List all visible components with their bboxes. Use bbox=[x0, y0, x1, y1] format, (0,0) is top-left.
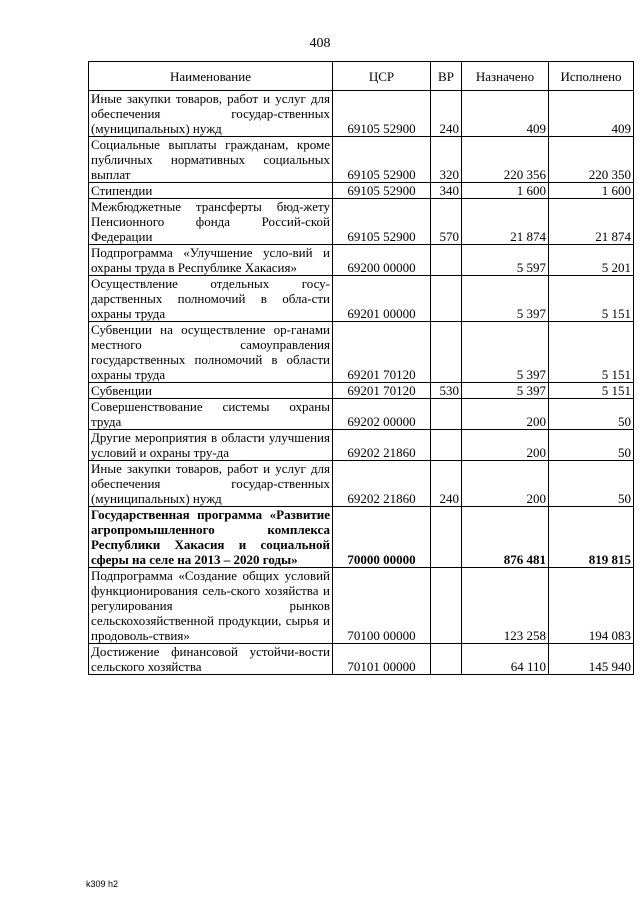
assigned-cell: 1 600 bbox=[462, 183, 549, 199]
vr-cell: 570 bbox=[431, 199, 462, 245]
assigned-cell: 5 597 bbox=[462, 245, 549, 276]
assigned-cell: 5 397 bbox=[462, 276, 549, 322]
name-cell: Достижение финансовой устойчи-вости сельского хозяйства bbox=[89, 644, 333, 675]
executed-cell: 5 151 bbox=[549, 276, 634, 322]
csr-cell: 69105 52900 bbox=[333, 199, 431, 245]
csr-cell: 69202 21860 bbox=[333, 461, 431, 507]
table-row bbox=[89, 399, 634, 430]
vr-cell bbox=[431, 245, 462, 276]
assigned-cell: 220 356 bbox=[462, 137, 549, 183]
executed-cell: 5 151 bbox=[549, 322, 634, 383]
vr-cell: 530 bbox=[431, 383, 462, 399]
executed-cell: 5 151 bbox=[549, 383, 634, 399]
name-cell: Другие мероприятия в области улучшения условий и охраны тру-да bbox=[89, 430, 333, 461]
vr-cell: 240 bbox=[431, 91, 462, 137]
vr-cell: 240 bbox=[431, 461, 462, 507]
assigned-cell: 876 481 bbox=[462, 507, 549, 568]
csr-cell: 69201 00000 bbox=[333, 276, 431, 322]
table-row bbox=[89, 461, 634, 507]
vr-cell bbox=[431, 322, 462, 383]
name-cell: Иные закупки товаров, работ и услуг для обеспечения государ-ственных (муниципальных) нужд bbox=[89, 91, 333, 137]
table-row bbox=[89, 137, 634, 183]
name-cell: Субвенции bbox=[89, 383, 333, 399]
table-header-row bbox=[89, 62, 634, 91]
vr-cell bbox=[431, 430, 462, 461]
assigned-cell: 5 397 bbox=[462, 383, 549, 399]
name-cell: Подпрограмма «Создание общих условий функционирования сель-ского хозяйства и регулирования рынков сельскохозяйственной продукции, сырья и продоволь-ствия» bbox=[89, 568, 333, 644]
budget-table bbox=[88, 61, 634, 675]
assigned-cell: 21 874 bbox=[462, 199, 549, 245]
executed-cell: 1 600 bbox=[549, 183, 634, 199]
name-cell: Государственная программа «Развитие агропромышленного комплекса Республики Хакасия и социальной сферы на селе на 2013 – 2020 годы» bbox=[89, 507, 333, 568]
csr-cell: 69201 70120 bbox=[333, 383, 431, 399]
executed-cell: 819 815 bbox=[549, 507, 634, 568]
executed-cell: 50 bbox=[549, 430, 634, 461]
header-vr: ВР bbox=[431, 62, 462, 91]
header-executed: Исполнено bbox=[549, 62, 634, 91]
vr-cell bbox=[431, 568, 462, 644]
csr-cell: 69105 52900 bbox=[333, 91, 431, 137]
table-row bbox=[89, 199, 634, 245]
header-name: Наименование bbox=[89, 62, 333, 91]
table-body bbox=[89, 91, 634, 675]
csr-cell: 70101 00000 bbox=[333, 644, 431, 675]
table-row bbox=[89, 245, 634, 276]
name-cell: Совершенствование системы охраны труда bbox=[89, 399, 333, 430]
executed-cell: 50 bbox=[549, 399, 634, 430]
assigned-cell: 200 bbox=[462, 461, 549, 507]
table-row bbox=[89, 91, 634, 137]
table-row bbox=[89, 430, 634, 461]
name-cell: Подпрограмма «Улучшение усло-вий и охраны труда в Республике Хакасия» bbox=[89, 245, 333, 276]
table-row bbox=[89, 183, 634, 199]
csr-cell: 69105 52900 bbox=[333, 137, 431, 183]
csr-cell: 69202 00000 bbox=[333, 399, 431, 430]
table-row bbox=[89, 322, 634, 383]
assigned-cell: 409 bbox=[462, 91, 549, 137]
table-row bbox=[89, 644, 634, 675]
csr-cell: 69105 52900 bbox=[333, 183, 431, 199]
executed-cell: 21 874 bbox=[549, 199, 634, 245]
name-cell: Осуществление отдельных госу-дарственных полномочий в обла-сти охраны труда bbox=[89, 276, 333, 322]
table-row bbox=[89, 568, 634, 644]
name-cell: Стипендии bbox=[89, 183, 333, 199]
csr-cell: 69200 00000 bbox=[333, 245, 431, 276]
header-assigned: Назначено bbox=[462, 62, 549, 91]
assigned-cell: 5 397 bbox=[462, 322, 549, 383]
assigned-cell: 64 110 bbox=[462, 644, 549, 675]
table-row bbox=[89, 383, 634, 399]
vr-cell: 320 bbox=[431, 137, 462, 183]
csr-cell: 70000 00000 bbox=[333, 507, 431, 568]
assigned-cell: 200 bbox=[462, 430, 549, 461]
name-cell: Иные закупки товаров, работ и услуг для обеспечения государ-ственных (муниципальных) нужд bbox=[89, 461, 333, 507]
vr-cell bbox=[431, 507, 462, 568]
name-cell: Социальные выплаты гражданам, кроме публичных нормативных социальных выплат bbox=[89, 137, 333, 183]
executed-cell: 194 083 bbox=[549, 568, 634, 644]
csr-cell: 69201 70120 bbox=[333, 322, 431, 383]
executed-cell: 50 bbox=[549, 461, 634, 507]
vr-cell bbox=[431, 644, 462, 675]
assigned-cell: 200 bbox=[462, 399, 549, 430]
table-row bbox=[89, 507, 634, 568]
table-row bbox=[89, 276, 634, 322]
name-cell: Межбюджетные трансферты бюд-жету Пенсионного фонда Россий-ской Федерации bbox=[89, 199, 333, 245]
name-cell: Субвенции на осуществление ор-ганами местного самоуправления государственных полномочий в области охраны труда bbox=[89, 322, 333, 383]
executed-cell: 220 350 bbox=[549, 137, 634, 183]
header-csr: ЦСР bbox=[333, 62, 431, 91]
executed-cell: 145 940 bbox=[549, 644, 634, 675]
executed-cell: 409 bbox=[549, 91, 634, 137]
assigned-cell: 123 258 bbox=[462, 568, 549, 644]
executed-cell: 5 201 bbox=[549, 245, 634, 276]
csr-cell: 70100 00000 bbox=[333, 568, 431, 644]
footer-mark: k309 h2 bbox=[86, 879, 119, 889]
csr-cell: 69202 21860 bbox=[333, 430, 431, 461]
vr-cell: 340 bbox=[431, 183, 462, 199]
vr-cell bbox=[431, 399, 462, 430]
page-number: 408 bbox=[309, 36, 331, 51]
vr-cell bbox=[431, 276, 462, 322]
